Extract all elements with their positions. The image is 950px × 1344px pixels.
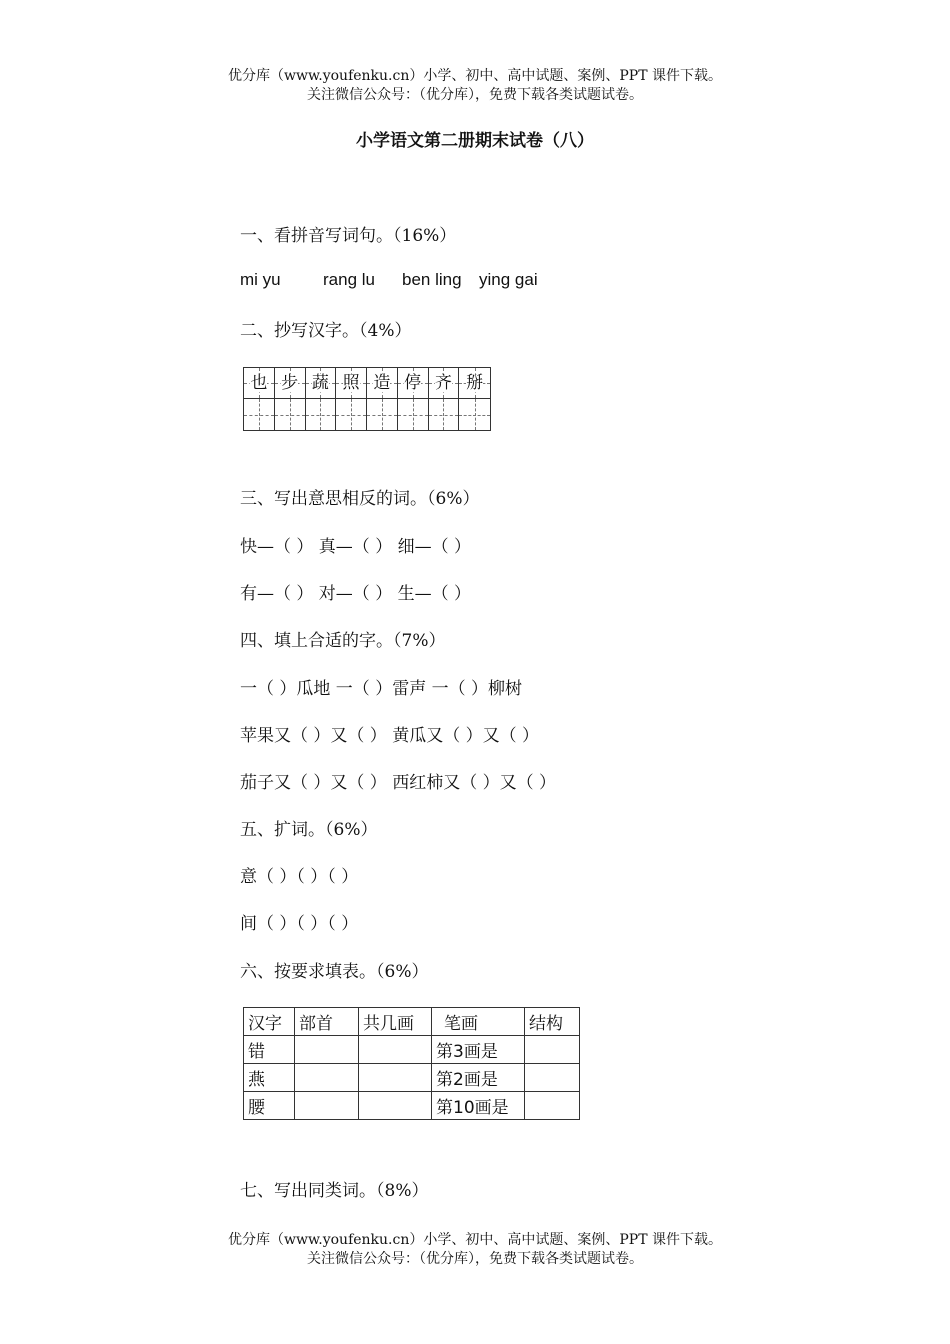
pinyin-2: rang lu: [323, 270, 375, 289]
grid-cell-blank[interactable]: [398, 399, 429, 430]
table-cell-blank[interactable]: [359, 1036, 432, 1064]
col-header: 汉字: [244, 1008, 295, 1036]
q5-heading: 五、扩词。（6%）: [240, 820, 378, 840]
grid-cell-blank[interactable]: [275, 399, 306, 430]
grid-cell: [275, 368, 306, 399]
q5-row-2: 间（ ）（ ）（ ）: [240, 914, 359, 934]
header-line-2: 关注微信公众号：（优分库），免费下载各类试题试卷。: [307, 87, 643, 103]
table-cell-blank[interactable]: [525, 1064, 580, 1092]
q4-row-2: 苹果又（ ）又（ ） 黄瓜又（ ）又（ ）: [240, 726, 540, 746]
pinyin-3: ben ling: [402, 270, 462, 289]
col-header: 共几画: [359, 1008, 432, 1036]
pinyin-1: mi yu: [240, 270, 281, 289]
q2-heading: 二、抄写汉字。（4%）: [240, 321, 412, 341]
grid-cell-blank[interactable]: [459, 399, 490, 430]
table-cell: 第10画是: [432, 1092, 525, 1120]
q5-row-1: 意（ ）（ ）（ ）: [240, 867, 359, 887]
grid-char: 造: [373, 373, 391, 393]
grid-cell: [367, 368, 398, 399]
q1-heading: 一、看拼音写词句。（16%）: [240, 226, 457, 246]
footer-line-2: 关注微信公众号：（优分库），免费下载各类试题试卷。: [307, 1251, 643, 1267]
grid-char: 停: [404, 373, 422, 393]
q4-row-1: 一（ ）瓜地 一（ ）雷声 一（ ）柳树: [240, 679, 523, 699]
grid-char: 齐: [434, 373, 452, 393]
table-cell: 第3画是: [432, 1036, 525, 1064]
grid-cell-blank[interactable]: [336, 399, 367, 430]
col-header: 笔画: [432, 1008, 525, 1036]
grid-cell: [459, 368, 490, 399]
table-row: [244, 1036, 580, 1064]
q6-heading: 六、按要求填表。（6%）: [240, 962, 429, 982]
table-row: [244, 1092, 580, 1120]
table-cell-blank[interactable]: [295, 1036, 359, 1064]
grid-cell-blank[interactable]: [306, 399, 337, 430]
table-cell-blank[interactable]: [525, 1092, 580, 1120]
grid-cell-blank[interactable]: [367, 399, 398, 430]
footer-line-1: 优分库（www.youfenku.cn）小学、初中、高中试题、案例、PPT 课件下载。: [227, 1232, 722, 1248]
grid-cell: [244, 368, 275, 399]
col-header: 结构: [525, 1008, 580, 1036]
grid-cell: [306, 368, 337, 399]
q3-row-2: 有—（ ） 对—（ ） 生—（ ）: [240, 584, 472, 604]
header-line-1: 优分库（www.youfenku.cn）小学、初中、高中试题、案例、PPT 课件下载。: [227, 68, 722, 84]
table-cell-blank[interactable]: [295, 1092, 359, 1120]
grid-char: 也: [250, 373, 268, 393]
table-cell: 第2画是: [432, 1064, 525, 1092]
table-row: [244, 1064, 580, 1092]
table-cell-blank[interactable]: [359, 1092, 432, 1120]
grid-cell: [398, 368, 429, 399]
grid-cell: [336, 368, 367, 399]
table-cell: 错: [244, 1036, 295, 1064]
table-cell-blank[interactable]: [359, 1064, 432, 1092]
stroke-table: [243, 1007, 580, 1120]
pinyin-4: ying gai: [479, 270, 538, 289]
table-cell-blank[interactable]: [295, 1064, 359, 1092]
grid-char: 掰: [466, 373, 484, 393]
grid-char: 步: [281, 373, 299, 393]
q4-row-3: 茄子又（ ）又（ ） 西红柿又（ ）又（ ）: [240, 773, 557, 793]
table-cell: 燕: [244, 1064, 295, 1092]
grid-cell: [429, 368, 460, 399]
table-cell: 腰: [244, 1092, 295, 1120]
q7-heading: 七、写出同类词。（8%）: [240, 1181, 429, 1201]
grid-char: 照: [342, 373, 360, 393]
q3-row-1: 快—（ ） 真—（ ） 细—（ ）: [240, 537, 472, 557]
page-title: 小学语文第二册期末试卷（八）: [356, 131, 594, 151]
q3-heading: 三、写出意思相反的词。（6%）: [240, 489, 480, 509]
grid-char: 蔬: [311, 373, 329, 393]
copy-grid: [243, 367, 491, 431]
table-cell-blank[interactable]: [525, 1036, 580, 1064]
grid-cell-blank[interactable]: [244, 399, 275, 430]
grid-cell-blank[interactable]: [429, 399, 460, 430]
col-header: 部首: [295, 1008, 359, 1036]
table-header-row: [244, 1008, 580, 1036]
q4-heading: 四、填上合适的字。（7%）: [240, 631, 446, 651]
